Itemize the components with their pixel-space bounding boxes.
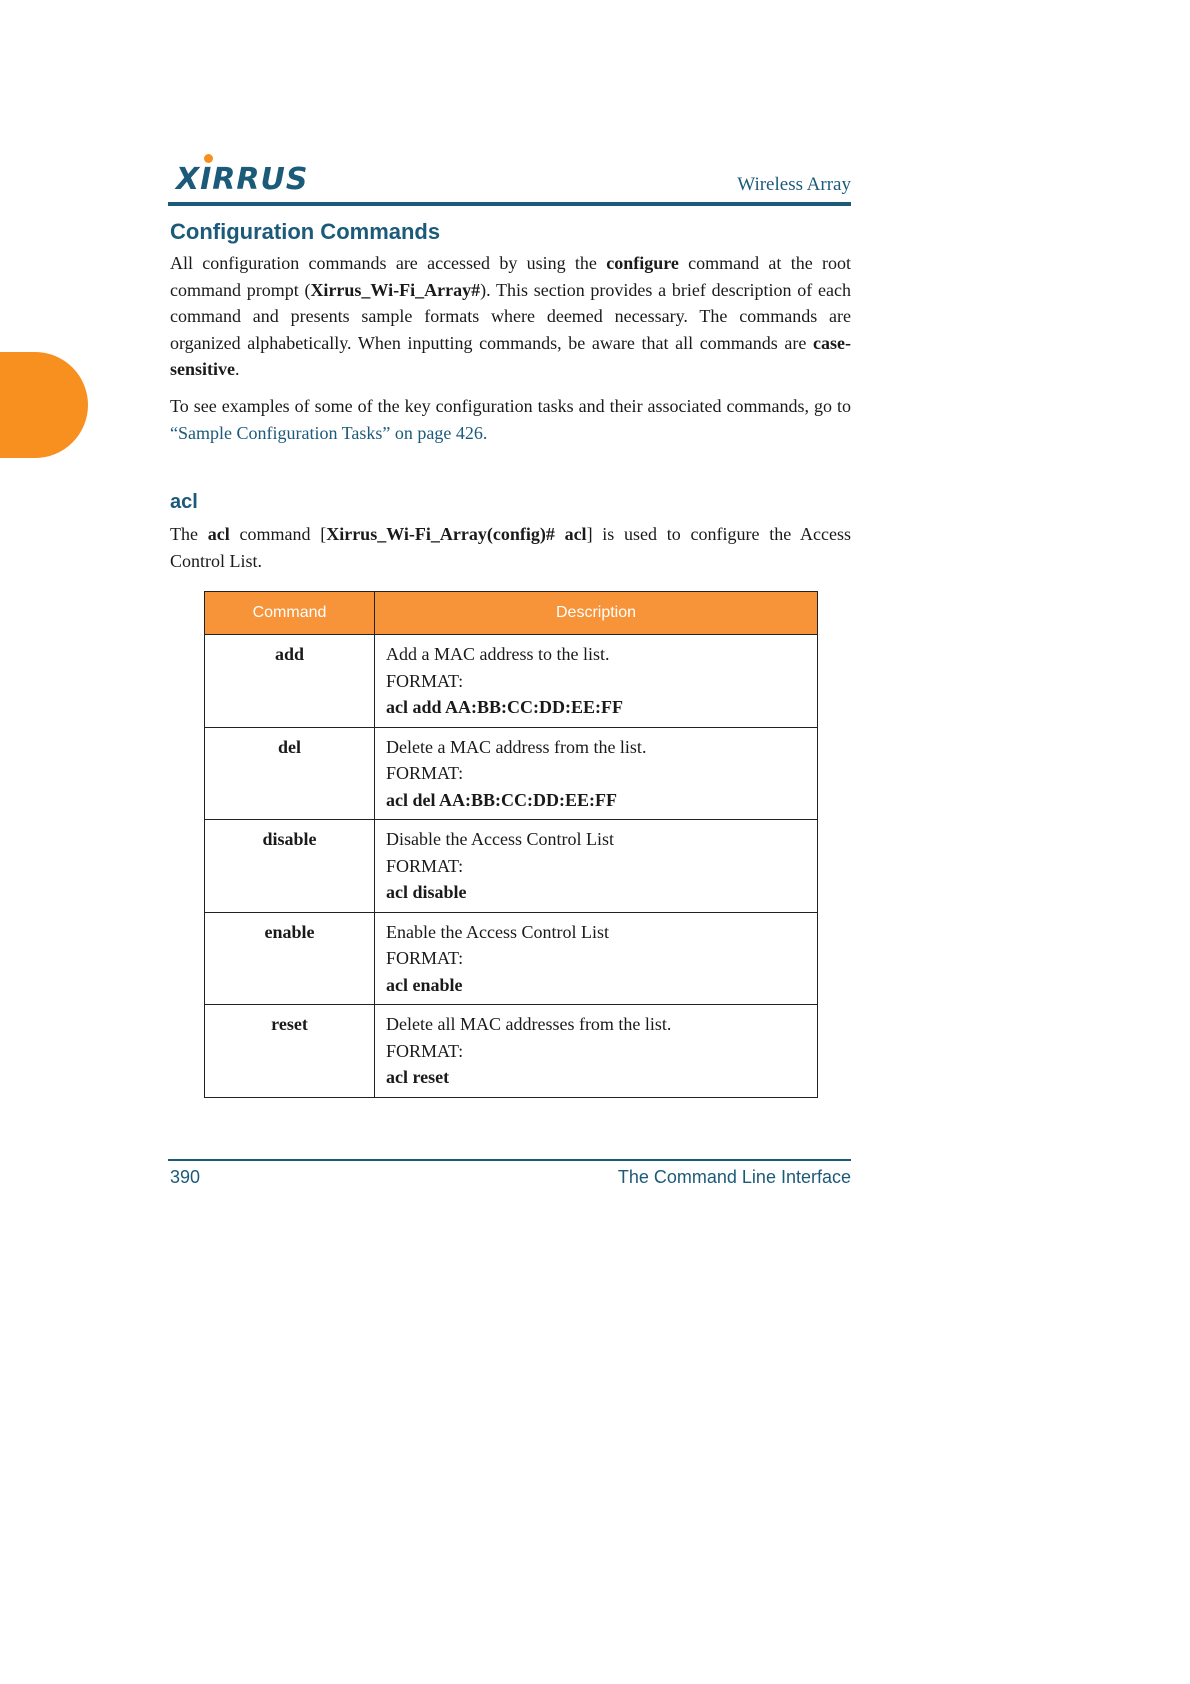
description-cell: Disable the Access Control List FORMAT: acl disable bbox=[375, 820, 818, 913]
acl-command-table bbox=[204, 591, 818, 1098]
command-cell: add bbox=[205, 635, 375, 728]
description-cell: Delete a MAC address from the list. FORMAT: acl del AA:BB:CC:DD:EE:FF bbox=[375, 727, 818, 820]
table-row bbox=[205, 820, 818, 913]
intro-paragraph: All configuration commands are accessed by using the configure command at the root command prompt (Xirrus_Wi-Fi_Array#). This section provides a brief description of each command and presents sample formats where deemed necessary. The commands are organized alphabetically. When inputting commands, be aware that all commands are case-sensitive. bbox=[170, 253, 851, 379]
command-cell: reset bbox=[205, 1005, 375, 1098]
table-row bbox=[205, 727, 818, 820]
page-number: 390 bbox=[170, 1167, 201, 1187]
column-header-description: Description bbox=[375, 592, 818, 635]
xirrus-logo: XIRRUS bbox=[176, 162, 309, 197]
table-row bbox=[205, 635, 818, 728]
running-title: Wireless Array bbox=[737, 174, 851, 195]
root-prompt: Xirrus_Wi-Fi_Array# bbox=[310, 279, 481, 300]
chapter-side-tab bbox=[0, 352, 88, 458]
examples-paragraph: To see examples of some of the key configuration tasks and their associated commands, go to “Sample Configuration Tasks” on page 426. bbox=[170, 396, 851, 443]
command-cell: del bbox=[205, 727, 375, 820]
table-row bbox=[205, 1005, 818, 1098]
footer-rule bbox=[168, 1159, 851, 1161]
header-rule bbox=[168, 202, 851, 206]
configure-keyword: configure bbox=[606, 253, 679, 273]
description-cell: Add a MAC address to the list. FORMAT: acl add AA:BB:CC:DD:EE:FF bbox=[375, 635, 818, 728]
acl-description: The acl command [Xirrus_Wi-Fi_Array(config)# acl] is used to configure the Access Control List. bbox=[170, 524, 851, 571]
table-header-row bbox=[205, 592, 818, 635]
footer-chapter-title: The Command Line Interface bbox=[617, 1167, 851, 1187]
case-sensitive-keyword: case-sensitive bbox=[170, 332, 851, 379]
column-header-command: Command bbox=[205, 592, 375, 635]
page-header bbox=[168, 150, 851, 206]
section-heading: Configuration Commands bbox=[170, 219, 441, 244]
command-cell: enable bbox=[205, 912, 375, 1005]
table-row bbox=[205, 912, 818, 1005]
acl-prompt: Xirrus_Wi-Fi_Array(config)# acl bbox=[326, 524, 587, 544]
acl-heading: acl bbox=[170, 491, 198, 513]
description-cell: Delete all MAC addresses from the list. FORMAT: acl reset bbox=[375, 1005, 818, 1098]
description-cell: Enable the Access Control List FORMAT: acl enable bbox=[375, 912, 818, 1005]
command-cell: disable bbox=[205, 820, 375, 913]
sample-tasks-link[interactable]: “Sample Configuration Tasks” on page 426 bbox=[170, 422, 483, 443]
